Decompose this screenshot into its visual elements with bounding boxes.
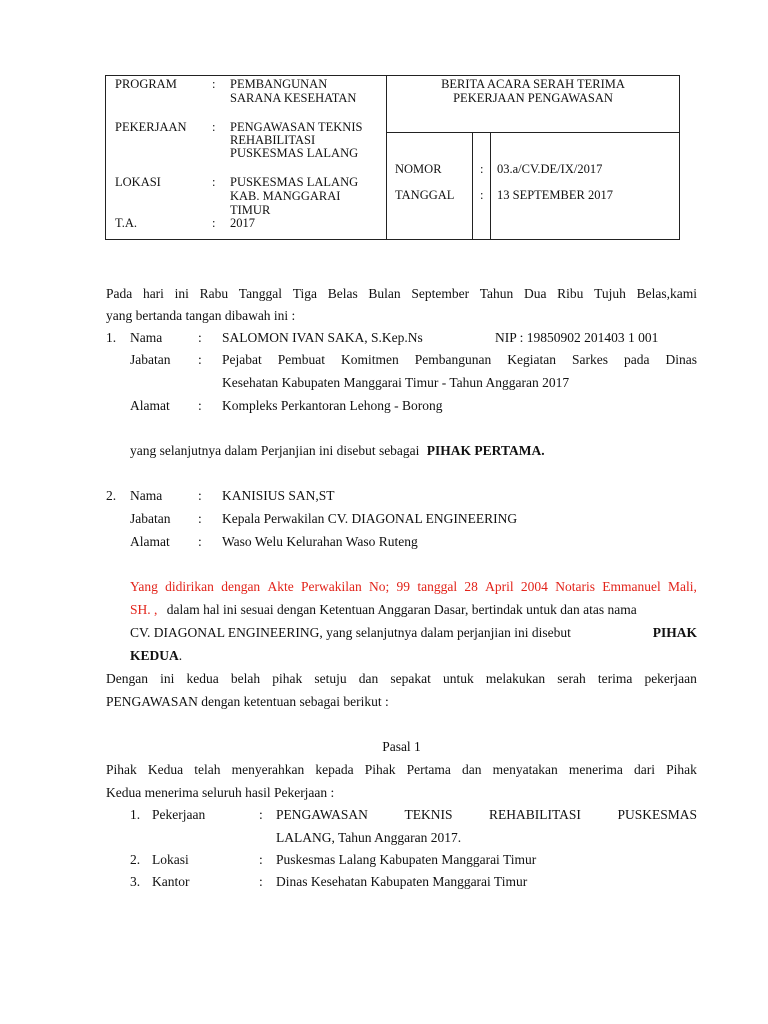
nomor-value: 03.a/CV.DE/IX/2017 [497, 162, 603, 176]
word: PUSKESMAS [617, 807, 697, 822]
word: serah [557, 671, 586, 686]
word: Akte [267, 579, 294, 594]
program-value-1: PEMBANGUNAN [230, 77, 328, 91]
word: Belas [327, 286, 358, 301]
pihak2-alamat-colon: : [198, 534, 202, 549]
word: ini [174, 286, 189, 301]
word: pihak [272, 671, 303, 686]
word: kepada [315, 762, 354, 777]
pihak2-akte-rest: dalam hal ini sesuai dengan Ketentuan Anggaran Dasar, bertindak untuk dan atas nama [166, 602, 637, 617]
word: Notaris [555, 579, 595, 594]
header-divider-colon-right [490, 132, 491, 240]
lokasi-value-3: TIMUR [230, 203, 271, 217]
program-colon: : [212, 77, 216, 91]
word: Belas,kami [636, 286, 697, 301]
word: Pada [106, 286, 133, 301]
item-1-value-line-1 [276, 807, 697, 823]
word: setuju [314, 671, 347, 686]
word: untuk [442, 671, 474, 686]
item-3-value: Dinas Kesehatan Kabupaten Manggarai Timur [276, 874, 528, 889]
agreement-line-1 [106, 671, 697, 687]
word: ini [160, 671, 175, 686]
pihak1-jabatan-line-1 [222, 352, 697, 368]
pihak1-alamat-value: Kompleks Perkantoran Lehong - Borong [222, 398, 443, 413]
pihak2-nama-label: Nama [130, 488, 163, 503]
word: Dinas [665, 352, 697, 367]
pihak2-alamat-value: Waso Welu Kelurahan Waso Ruteng [222, 534, 418, 549]
pihak2-akte-line-3 [130, 625, 697, 641]
word: terima [597, 671, 633, 686]
pihak2-jabatan-label: Jabatan [130, 511, 171, 526]
word: No; [369, 579, 390, 594]
pihak1-nama-colon: : [198, 330, 202, 345]
pihak2-designation-word-1: PIHAK [652, 625, 697, 640]
pihak1-jabatan-colon: : [198, 352, 202, 367]
word: belah [230, 671, 261, 686]
word: melakukan [485, 671, 546, 686]
word: Perwakilan [301, 579, 362, 594]
ta-colon: : [212, 216, 216, 230]
header-divider-colon-left [472, 132, 473, 240]
item-2-value: Puskesmas Lalang Kabupaten Manggarai Timur [276, 852, 537, 867]
word: Sarkes [571, 352, 608, 367]
word: Komitmen [341, 352, 399, 367]
word: dan [461, 762, 482, 777]
pihak1-nama-value: SALOMON IVAN SAKA, S.Kep.Ns [222, 330, 423, 345]
word: Pihak [364, 762, 396, 777]
pihak1-jabatan-label: Jabatan [130, 352, 171, 367]
pihak1-alamat-label: Alamat [130, 398, 170, 413]
tanggal-colon: : [480, 188, 484, 202]
word: Bulan [368, 286, 401, 301]
lokasi-value-2: KAB. MANGGARAI [230, 189, 341, 203]
word: PENGAWASAN [276, 807, 368, 822]
word: sepakat [390, 671, 431, 686]
word: Kedua [147, 762, 184, 777]
nomor-colon: : [480, 162, 484, 176]
pihak2-alamat-label: Alamat [130, 534, 170, 549]
pihak1-nip: NIP : 19850902 201403 1 001 [495, 330, 659, 345]
word: Kegiatan [507, 352, 556, 367]
doc-title-2: PEKERJAAN PENGAWASAN [453, 91, 613, 105]
item-2-label: Lokasi [152, 852, 189, 867]
item-2-colon: : [259, 852, 263, 867]
word: Dengan [106, 671, 148, 686]
word: April [485, 579, 514, 594]
word: Dua [523, 286, 547, 301]
doc-title-1: BERITA ACARA SERAH TERIMA [441, 77, 625, 91]
word: Pertama [406, 762, 451, 777]
pihak2-akte-sh: SH. , [130, 602, 158, 617]
pihak1-jabatan-line-2: Kesehatan Kabupaten Manggarai Timur - Tahun Anggaran 2017 [222, 375, 570, 390]
pihak2-nama-value: KANISIUS SAN,ST [222, 488, 335, 503]
pihak2-designation-word-2: KEDUA [130, 648, 179, 663]
pihak2-akte-line-3-text: CV. DIAGONAL ENGINEERING, yang selanjutnya dalam perjanjian ini disebut [130, 625, 571, 640]
pasal-line-1 [106, 762, 697, 778]
pihak1-alamat-colon: : [198, 398, 202, 413]
word: Tanggal [238, 286, 283, 301]
word: Pembangunan [414, 352, 492, 367]
intro-line-1 [106, 286, 697, 302]
pihak2-designation-period: . [178, 648, 183, 663]
lokasi-colon: : [212, 175, 216, 189]
word: Pembuat [277, 352, 325, 367]
word: kedua [186, 671, 219, 686]
word: Pihak [106, 762, 137, 777]
item-1-colon: : [259, 807, 263, 822]
program-value-2: SARANA KESEHATAN [230, 91, 357, 105]
word: Ribu [557, 286, 584, 301]
word: 28 [464, 579, 478, 594]
word: telah [194, 762, 221, 777]
pihak2-jabatan-value: Kepala Perwakilan CV. DIAGONAL ENGINEERING [222, 511, 518, 526]
word: menyerahkan [231, 762, 305, 777]
word: pekerjaan [644, 671, 697, 686]
word: dengan [221, 579, 261, 594]
word: didirikan [165, 579, 214, 594]
tanggal-value: 13 SEPTEMBER 2017 [497, 188, 613, 202]
agreement-line-2: PENGAWASAN dengan ketentuan sebagai berikut : [106, 694, 389, 709]
pihak2-number: 2. [106, 488, 117, 503]
pihak1-designation [130, 443, 545, 459]
word: menerima [568, 762, 623, 777]
word: dari [634, 762, 656, 777]
ta-value: 2017 [230, 216, 255, 230]
item-1-number: 1. [130, 807, 141, 822]
word: menyatakan [492, 762, 558, 777]
intro-line-2: yang bertanda tangan dibawah ini : [106, 308, 296, 323]
pihak2-nama-colon: : [198, 488, 202, 503]
word: 99 [396, 579, 411, 594]
pasal-line-2: Kedua menerima seluruh hasil Pekerjaan : [106, 785, 335, 800]
pihak1-designation-text: yang selanjutnya dalam Perjanjian ini disebut sebagai [130, 443, 420, 458]
word: September [411, 286, 470, 301]
header-divider-horizontal [386, 132, 680, 133]
lokasi-label: LOKASI [115, 175, 161, 189]
word: Tahun [479, 286, 514, 301]
pihak2-akte-line-4 [130, 648, 182, 664]
pihak2-akte-line-1 [130, 579, 697, 595]
pihak1-nama-label: Nama [130, 330, 163, 345]
pekerjaan-label: PEKERJAAN [115, 120, 187, 134]
word: Tiga [292, 286, 318, 301]
pihak2-jabatan-colon: : [198, 511, 202, 526]
item-3-number: 3. [130, 874, 141, 889]
word: Pejabat [222, 352, 262, 367]
word: REHABILITASI [489, 807, 581, 822]
word: Mali, [668, 579, 697, 594]
pekerjaan-value-2: REHABILITASI [230, 133, 316, 147]
word: dan [358, 671, 379, 686]
pekerjaan-value-3: PUSKESMAS LALANG [230, 146, 359, 160]
ta-label: T.A. [115, 216, 137, 230]
nomor-label: NOMOR [395, 162, 442, 176]
word: Emmanuel [602, 579, 661, 594]
item-1-label: Pekerjaan [152, 807, 206, 822]
word: Tujuh [594, 286, 626, 301]
pekerjaan-colon: : [212, 120, 216, 134]
word: tanggal [417, 579, 458, 594]
item-3-label: Kantor [152, 874, 190, 889]
word: TEKNIS [404, 807, 453, 822]
pihak1-designation-name: PIHAK PERTAMA. [426, 443, 545, 458]
pihak2-akte-line-2 [130, 602, 637, 618]
program-label: PROGRAM [115, 77, 177, 91]
lokasi-value-1: PUSKESMAS LALANG [230, 175, 359, 189]
word: Yang [130, 579, 158, 594]
pekerjaan-value-1: PENGAWASAN TEKNIS [230, 120, 363, 134]
word: Rabu [199, 286, 229, 301]
word: 2004 [520, 579, 548, 594]
pihak1-number: 1. [106, 330, 117, 345]
item-2-number: 2. [130, 852, 141, 867]
word: hari [142, 286, 164, 301]
pasal-title: Pasal 1 [382, 739, 421, 754]
item-3-colon: : [259, 874, 263, 889]
tanggal-label: TANGGAL [395, 188, 455, 202]
word: pada [623, 352, 650, 367]
item-1-value-line-2: LALANG, Tahun Anggaran 2017. [276, 830, 462, 845]
word: Pihak [666, 762, 697, 777]
